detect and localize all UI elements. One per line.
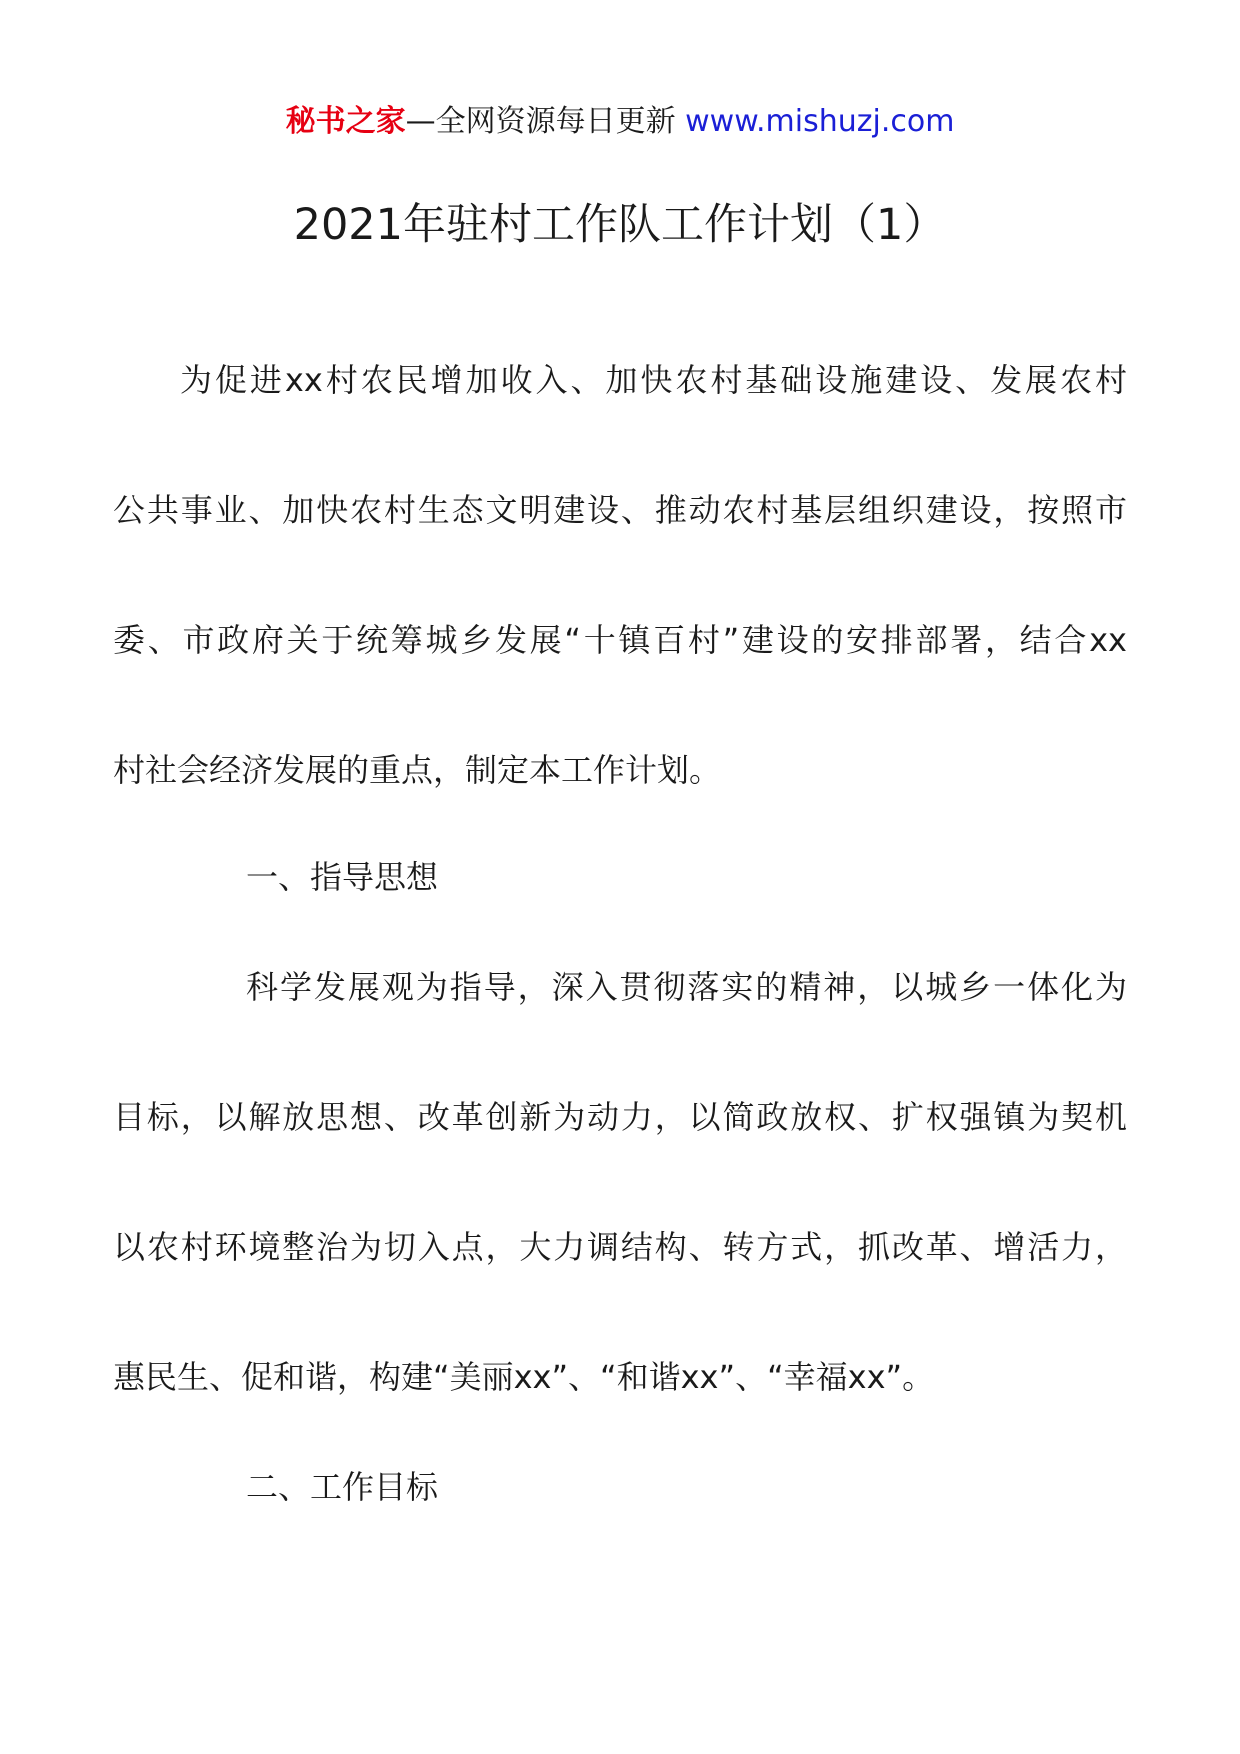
section1-line-2: 目标，以解放思想、改革创新为动力，以简政放权、扩权强镇为契机 xyxy=(113,1098,1127,1136)
intro-line-1: 为促进xx村农民增加收入、加快农村基础设施建设、发展农村 xyxy=(180,361,1127,399)
document-title: 2021年驻村工作队工作计划（1） xyxy=(293,200,947,250)
section1-line-1: 科学发展观为指导，深入贯彻落实的精神，以城乡一体化为 xyxy=(246,968,1127,1006)
intro-line-2: 公共事业、加快农村生态文明建设、推动农村基层组织建设，按照市 xyxy=(113,491,1127,529)
section-heading-guiding-ideology: 一、指导思想 xyxy=(246,858,439,896)
section1-line-3: 以农村环境整治为切入点，大力调结构、转方式，抓改革、增活力， xyxy=(113,1228,1127,1266)
section-heading-work-goals: 二、工作目标 xyxy=(246,1468,439,1506)
site-url-link[interactable]: www.mishuzj.com xyxy=(685,104,955,139)
site-tagline: —全网资源每日更新 xyxy=(405,104,686,139)
intro-line-4: 村社会经济发展的重点，制定本工作计划。 xyxy=(113,751,722,789)
section1-line-4: 惠民生、促和谐，构建“美丽xx”、“和谐xx”、“幸福xx”。 xyxy=(113,1358,935,1396)
site-header xyxy=(0,100,1240,144)
site-brand: 秘书之家 xyxy=(285,104,406,139)
intro-line-3: 委、市政府关于统筹城乡发展“十镇百村”建设的安排部署，结合xx xyxy=(113,621,1127,659)
